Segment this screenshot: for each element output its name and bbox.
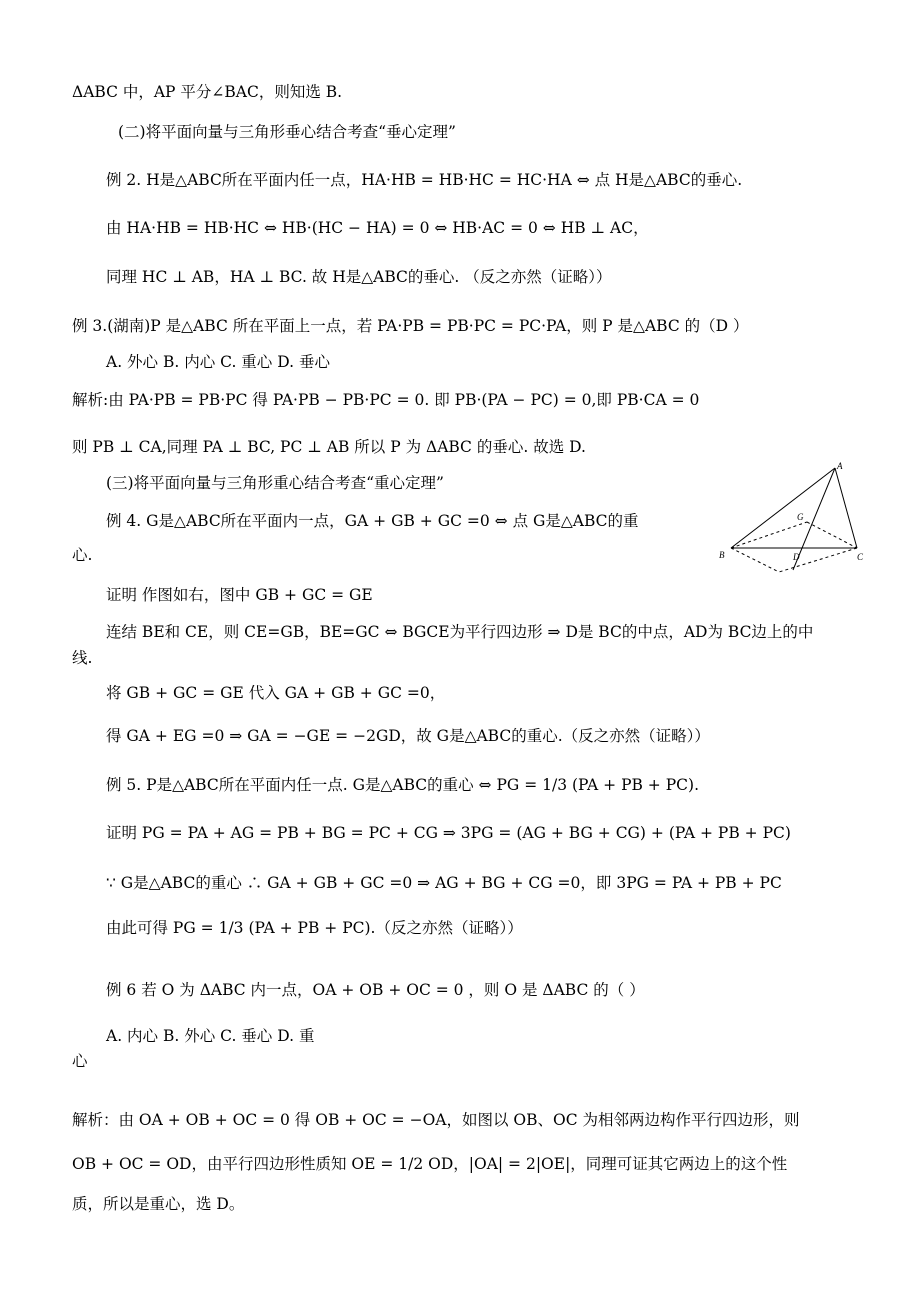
solution-text: 则 PB ⊥ CA,同理 PA ⊥ BC, PC ⊥ AB 所以 P 为 ΔABC 的垂心. 故选 D. bbox=[72, 438, 586, 456]
text-line: 由 HA·HB = HB·HC ⇔ HB·(HC − HA) = 0 ⇔ HB·AC = 0 ⇔ HB ⊥ AC， bbox=[106, 219, 649, 237]
label-b: B bbox=[719, 550, 725, 560]
text-line: 心 bbox=[72, 1052, 88, 1070]
example-4: 例 4. G是△ABC所在平面内一点，GA + GB + GC =0 ⇔ 点 G是△ABC的重 bbox=[106, 512, 639, 530]
text-line: 同理 HC ⊥ AB，HA ⊥ BC. 故 H是△ABC的垂心. （反之亦然（证略）） bbox=[106, 268, 612, 286]
answer-options: A. 外心 B. 内心 C. 重心 D. 垂心 bbox=[106, 353, 330, 371]
proof-text: 由此可得 PG = 1/3 (PA + PB + PC).（反之亦然（证略）） bbox=[106, 919, 523, 937]
text-line: ΔABC 中，AP 平分∠BAC，则知选 B. bbox=[72, 83, 343, 101]
text-line: 线. bbox=[72, 649, 93, 667]
proof-text: 连结 BE和 CE，则 CE=GB，BE=GC ⇔ BGCE为平行四边形 ⇒ D是 BC的中点，AD为 BC边上的中 bbox=[106, 623, 814, 641]
segment-ce bbox=[779, 548, 857, 572]
label-g: G bbox=[797, 512, 804, 522]
text-line: 心. bbox=[72, 546, 93, 564]
solution-text: 解析：由 OA + OB + OC = 0 得 OB + OC = −OA，如图以 OB、OC 为相邻两边构作平行四边形，则 bbox=[72, 1111, 800, 1129]
label-a: A bbox=[837, 461, 843, 471]
segment-be bbox=[731, 548, 779, 572]
proof-text: 得 GA + EG =0 ⇒ GA = −GE = −2GD，故 G是△ABC的重心.（反之亦然（证略）） bbox=[106, 727, 710, 745]
solution-text: 解析:由 PA·PB = PB·PC 得 PA·PB − PB·PC = 0. 即 PB·(PA − PC) = 0,即 PB·CA = 0 bbox=[72, 391, 700, 409]
label-c: C bbox=[857, 552, 864, 562]
edge-ac bbox=[835, 468, 857, 548]
proof-text: ∵ G是△ABC的重心 ∴ GA + GB + GC =0 ⇒ AG + BG + CG =0，即 3PG = PA + PB + PC bbox=[106, 874, 782, 892]
segment-gc bbox=[807, 522, 857, 548]
solution-text: 质，所以是重心，选 D。 bbox=[72, 1195, 245, 1213]
proof-text: 将 GB + GC = GE 代入 GA + GB + GC =0， bbox=[106, 684, 446, 702]
section-heading: (三)将平面向量与三角形重心结合考查“重心定理” bbox=[106, 474, 444, 492]
example-5: 例 5. P是△ABC所在平面内任一点. G是△ABC的重心 ⇔ PG = 1/3 (PA + PB + PC). bbox=[106, 776, 699, 794]
section-heading: (二)将平面向量与三角形垂心结合考查“垂心定理” bbox=[118, 123, 456, 141]
answer-options: A. 内心 B. 外心 C. 垂心 D. 重 bbox=[106, 1027, 315, 1045]
example-3: 例 3.(湖南)P 是△ABC 所在平面上一点，若 PA·PB = PB·PC = PC·PA，则 P 是△ABC 的（D ） bbox=[72, 317, 749, 335]
segment-bg bbox=[731, 522, 807, 548]
triangle-centroid-figure bbox=[715, 460, 865, 585]
example-6: 例 6 若 O 为 ΔABC 内一点，OA + OB + OC = 0 ，则 O 是 ΔABC 的（ ） bbox=[106, 981, 645, 999]
solution-text: OB + OC = OD，由平行四边形性质知 OE = 1/2 OD，|OA| = 2|OE|，同理可证其它两边上的这个性 bbox=[72, 1155, 788, 1173]
example-2: 例 2. H是△ABC所在平面内任一点，HA·HB = HB·HC = HC·HA ⇔ 点 H是△ABC的垂心. bbox=[106, 171, 743, 189]
proof-text: 证明 作图如右，图中 GB + GC = GE bbox=[106, 586, 373, 604]
proof-text: 证明 PG = PA + AG = PB + BG = PC + CG ⇒ 3PG = (AG + BG + CG) + (PA + PB + PC) bbox=[106, 824, 791, 842]
edge-ab bbox=[731, 468, 835, 548]
label-d: D bbox=[793, 552, 800, 562]
